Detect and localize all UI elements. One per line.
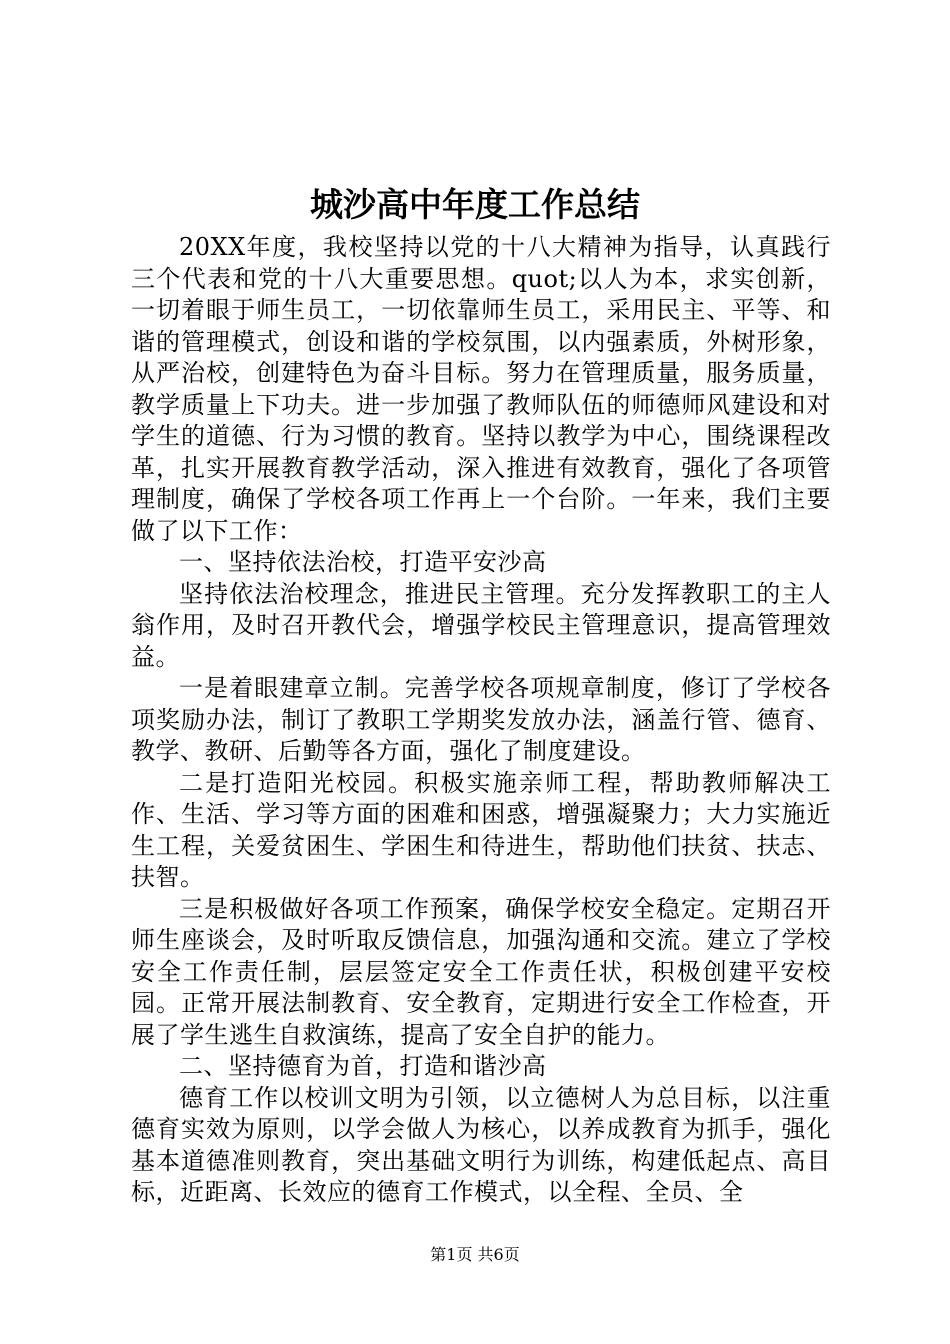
section-heading-2: 二、坚持德育为首，打造和谐沙高 <box>179 1052 547 1080</box>
paragraph: 三是积极做好各项工作预案，确保学校安全稳定。定期召开师生座谈会，及时听取反馈信息，加强沟通和交流。建立了学校安全工作责任制，层层签定安全工作责任状，积极创建平安校园。正常开展法制教育、安全教育，定期进行安全工作检查，开展了学生逃生自救演练，提高了安全自护的能力。 <box>131 894 831 1049</box>
paragraph: 德育工作以校训文明为引领，以立德树人为总目标，以注重德育实效为原则，以学会做人为核心，以养成教育为抓手，强化基本道德准则教育，突出基础文明行为训练，构建低起点、高目标，近距离、长效应的德育工作模式，以全程、全员、全 <box>131 1083 831 1206</box>
paragraph: 一是着眼建章立制。完善学校各项规章制度，修订了学校各项奖励办法，制订了教职工学期奖发放办法，涵盖行管、德育、教学、教研、后勤等各方面，强化了制度建设。 <box>131 674 831 765</box>
page-footer: 第1页 共6页 <box>430 1245 520 1264</box>
section-heading-1: 一、坚持依法治校，打造平安沙高 <box>179 548 547 576</box>
paragraph-intro: 20XX年度，我校坚持以党的十八大精神为指导，认真践行三个代表和党的十八大重要思想。quot;以人为本，求实创新，一切着眼于师生员工，一切依靠师生员工，采用民主、平等、和谐的管理模式，创设和谐的学校氛围，以内强素质，外树形象，从严治校，创建特色为奋斗目标。努力在管理质量，服务质量，教学质量上下功夫。进一步加强了教师队伍的师德师风建设和对学生的道德、行为习惯的教育。坚持以教学为中心，围绕课程改革，扎实开展教育教学活动，深入推进有效教育，强化了各项管理制度，确保了学校各项工作再上一个台阶。一年来，我们主要做了以下工作： <box>131 233 831 545</box>
paragraph: 坚持依法治校理念，推进民主管理。充分发挥教职工的主人翁作用，及时召开教代会，增强学校民主管理意识，提高管理效益。 <box>131 579 831 671</box>
paragraph: 二是打造阳光校园。积极实施亲师工程，帮助教师解决工作、生活、学习等方面的困难和困惑，增强凝聚力；大力实施近生工程，关爱贫困生、学困生和待进生，帮助他们扶贫、扶志、扶智。 <box>131 768 831 891</box>
document-title: 城沙高中年度工作总结 <box>310 185 640 224</box>
document-body <box>131 232 831 1209</box>
